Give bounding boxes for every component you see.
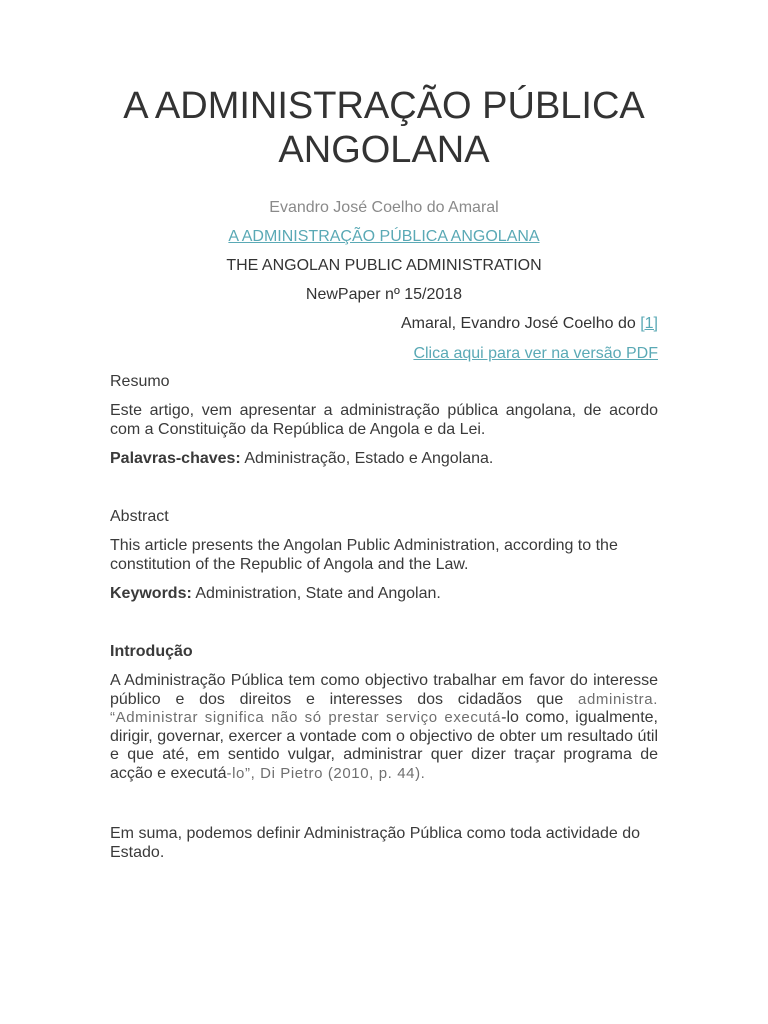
- introducao-paragraph: [110, 672, 658, 783]
- author-reference-text: Amaral, Evandro José Coelho do: [400, 315, 636, 332]
- keywords-label: Keywords:: [110, 585, 192, 602]
- author-reference: [110, 314, 658, 334]
- english-title: THE ANGOLAN PUBLIC ADMINISTRATION: [226, 257, 542, 274]
- introducao-text-middle: -lo como, igualmente, dirigir, governar, exercer a vontade com o objectivo de obter um resultado útil e que até, em sentido vulgar, administrar quer dizer traçar programa de acção e executá: [110, 709, 658, 782]
- introducao-heading: Introdução: [110, 643, 193, 660]
- document-title: A ADMINISTRAÇÃO PÚBLICA ANGOLANA: [123, 85, 645, 171]
- article-title-link[interactable]: A ADMINISTRAÇÃO PÚBLICA ANGOLANA: [228, 228, 540, 245]
- palavras-chaves: [110, 450, 658, 469]
- palavras-chaves-value: Administração, Estado e Angolana.: [244, 450, 494, 467]
- keywords-value: Administration, State and Angolan.: [195, 585, 441, 602]
- palavras-chaves-label: Palavras-chaves:: [110, 450, 241, 467]
- author-name: Evandro José Coelho do Amaral: [269, 199, 499, 216]
- footnote-link[interactable]: [1]: [640, 315, 658, 332]
- resumo-text: Este artigo, vem apresentar a administração pública angolana, de acordo com a Constituição da República de Angola e da Lei.: [110, 402, 658, 438]
- resumo-heading: Resumo: [110, 373, 170, 390]
- abstract-heading: Abstract: [110, 508, 169, 525]
- introducao-quote-start: administra. “Administrar significa não só prestar serviço executá: [110, 690, 658, 726]
- abstract-text: This article presents the Angolan Public Administration, according to the constitution of the Republic of Angola and the Law.: [110, 537, 618, 573]
- pdf-version-link[interactable]: Clica aqui para ver na versão PDF: [413, 345, 658, 362]
- introducao-text-start: A Administração Pública tem como objectivo trabalhar em favor do interesse público e dos direitos e interesses dos cidadãos que: [110, 672, 658, 708]
- introducao-citation: -lo”, Di Pietro (2010, p. 44).: [226, 764, 426, 782]
- newpaper-number: NewPaper nº 15/2018: [305, 286, 463, 303]
- em-suma-paragraph: Em suma, podemos definir Administração Pública como toda actividade do Estado.: [110, 825, 641, 861]
- keywords: [110, 585, 658, 604]
